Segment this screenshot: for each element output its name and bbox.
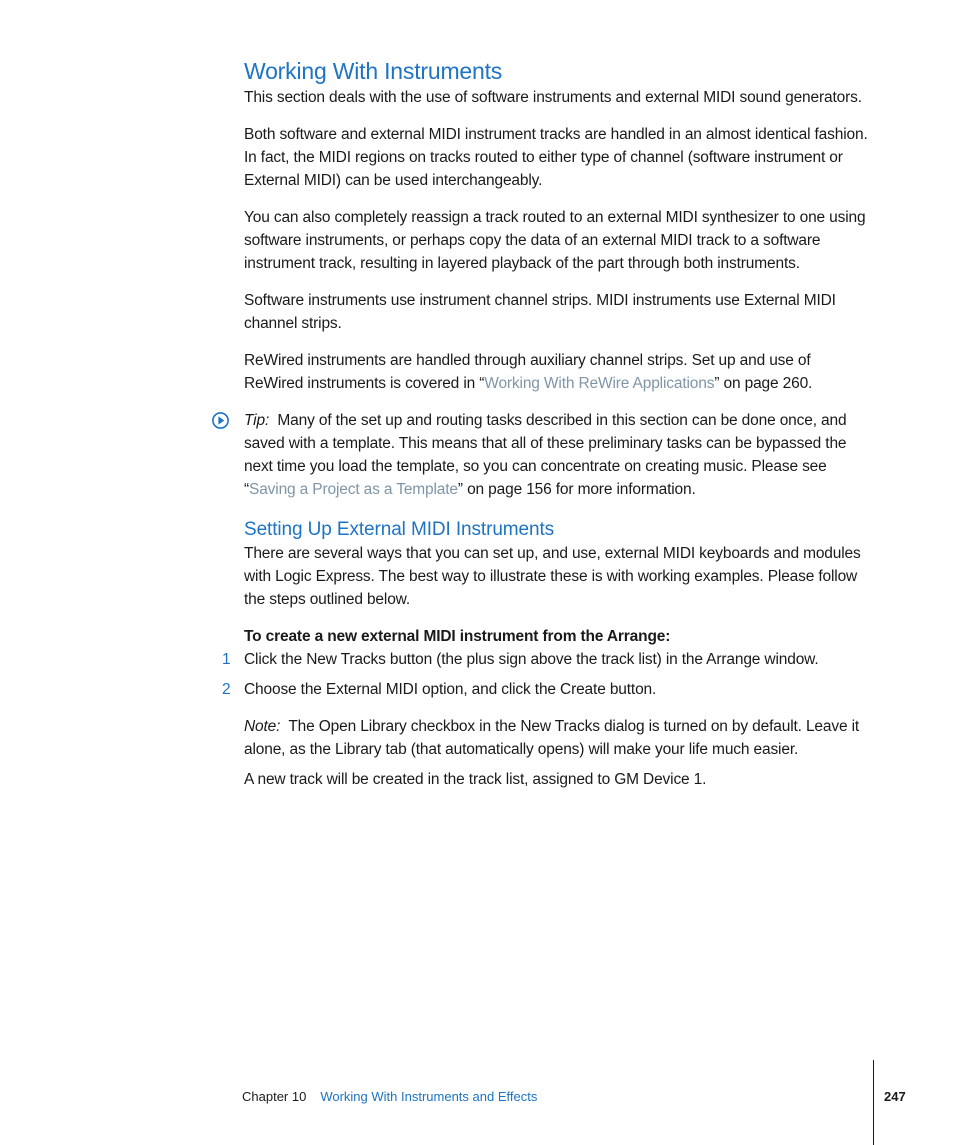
footer-chapter-title: Working With Instruments and Effects — [320, 1089, 538, 1104]
page-content — [222, 56, 869, 791]
tip-label: Tip: — [244, 412, 270, 429]
subsection-intro: There are several ways that you can set up, and use, external MIDI keyboards and modules with Logic Express. The best way to illustrate these is with working examples. Please follow the steps outlined below. — [244, 545, 861, 608]
section-paragraph-2: Both software and external MIDI instrument tracks are handled in an almost identical fashion. In fact, the MIDI regions on tracks routed to either type of channel (software instrument or External MIDI) can be used interchangeably. — [244, 126, 868, 189]
rewire-text-before: ReWired instruments are handled through auxiliary channel strips. Set up and use of ReWired instruments is covered in “ — [244, 352, 811, 392]
step-2 — [222, 678, 869, 701]
section-paragraph-4: Software instruments use instrument channel strips. MIDI instruments use External MIDI channel strips. — [244, 292, 836, 332]
page-footer — [242, 1087, 537, 1107]
rewire-text-after: ” on page 260. — [714, 375, 813, 392]
section-title: Working With Instruments — [244, 58, 503, 84]
result-paragraph: A new track will be created in the track list, assigned to GM Device 1. — [244, 771, 707, 788]
step-2-text: Choose the External MIDI option, and click the Create button. — [244, 681, 657, 698]
footer-divider — [873, 1060, 874, 1145]
step-1-text: Click the New Tracks button (the plus sign above the track list) in the Arrange window. — [244, 651, 819, 668]
step-1-number: 1 — [222, 651, 231, 668]
note-label: Note: — [244, 718, 281, 735]
section-paragraph-1: This section deals with the use of software instruments and external MIDI sound generators. — [244, 89, 862, 106]
footer-chapter: Chapter 10 — [242, 1089, 307, 1104]
tip-link[interactable]: Saving a Project as a Template — [249, 481, 458, 498]
tip-text-before: Many of the set up and routing tasks described in this section can be done once, and saved with a template. This means that all of these preliminary tasks can be bypassed the next time you load the template, so you can concentrate on creating music. Please see “ — [244, 412, 851, 498]
section-paragraph-3: You can also completely reassign a track routed to an external MIDI synthesizer to one using software instruments, or perhaps copy the data of an external MIDI track to a software instrument track, resulting in layered playback of the part through both instruments. — [244, 209, 866, 272]
note-paragraph — [244, 715, 869, 761]
tip-paragraph — [244, 409, 869, 501]
tip-arrow-icon — [212, 412, 229, 429]
page-number: 247 — [884, 1089, 906, 1104]
step-1 — [222, 648, 869, 671]
note-text: The Open Library checkbox in the New Tracks dialog is turned on by default. Leave it alone, as the Library tab (that automatically opens) will make your life much easier. — [244, 718, 864, 758]
rewire-paragraph — [244, 349, 869, 395]
rewire-link[interactable]: Working With ReWire Applications — [484, 375, 715, 392]
tip-text-after: ” on page 156 for more information. — [457, 481, 696, 498]
step-2-number: 2 — [222, 681, 231, 698]
task-heading: To create a new external MIDI instrument from the Arrange: — [244, 628, 671, 645]
subsection-title: Setting Up External MIDI Instruments — [244, 519, 555, 540]
